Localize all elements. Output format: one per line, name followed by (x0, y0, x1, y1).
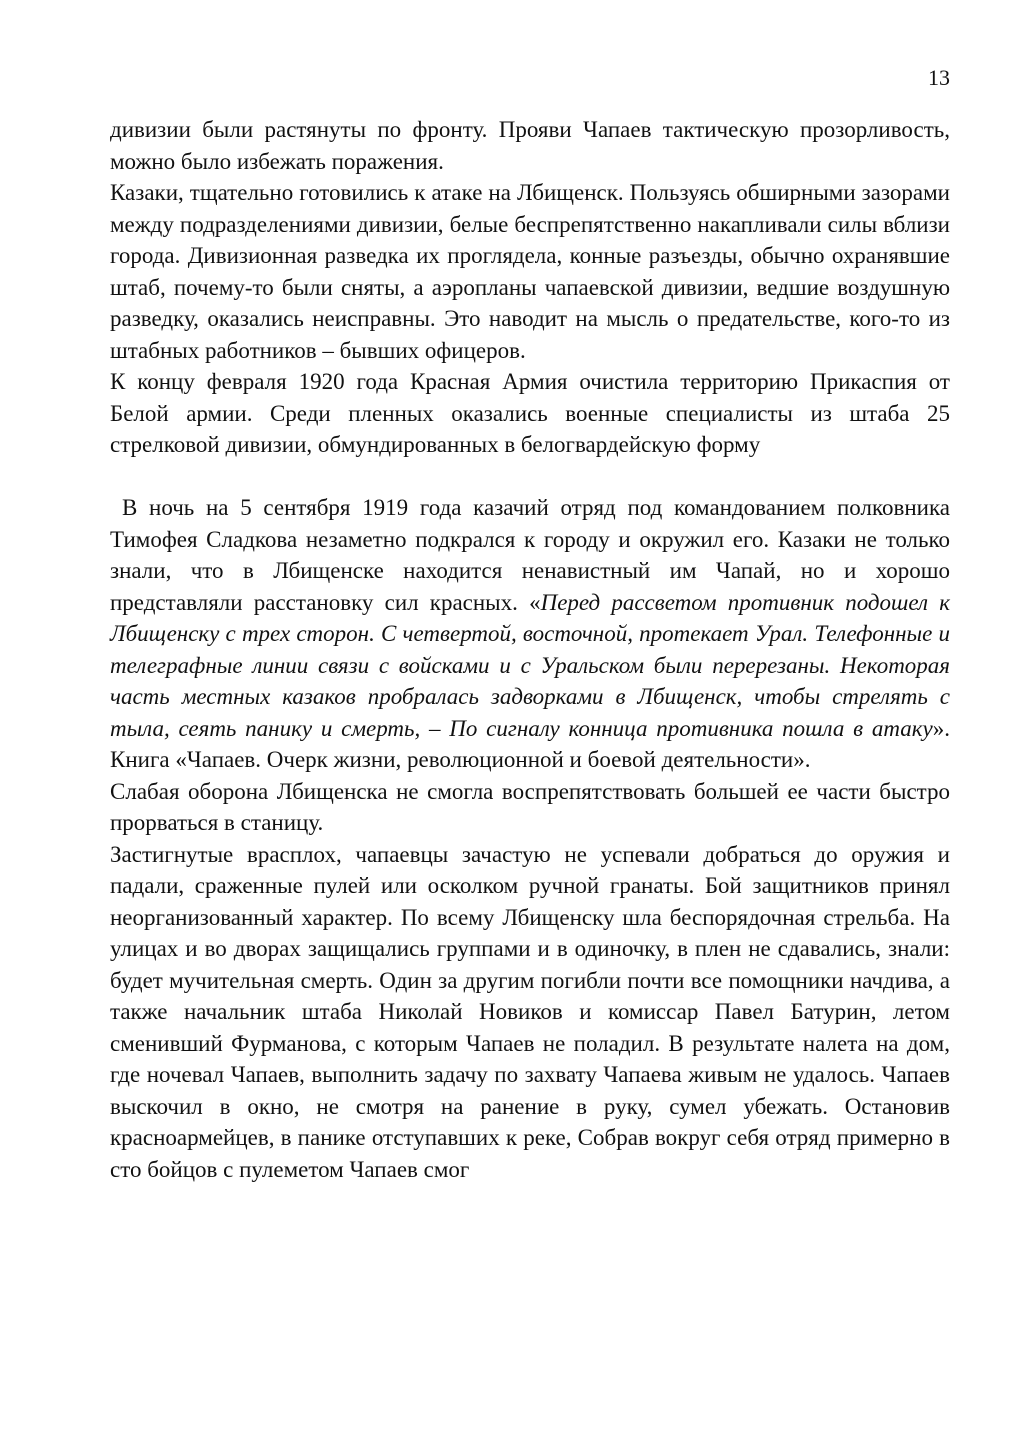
paragraph-weak-defense: Слабая оборона Лбищенска не смогла воспрепятствовать большей ее части быстро прорваться в станицу. (110, 778, 950, 835)
paragraph-battle-description: Застигнутые врасплох, чапаевцы зачастую не успевали добраться до оружия и падали, сраженные пулей или осколком ручной гранаты. Бой защитников принял неорганизованный характер. По всему Лбищенску шла беспорядочная стрельба. На улицах и во дворах защищались группами и в одиночку, в плен не сдавались, знали: будет мучительная смерть. Один за другим погибли почти все помощники начдива, а также начальник штаба Николай Новиков и комиссар Павел Батурин, летом сменивший Фурманова, с которым Чапаев не поладил. В результате налета на дом, где ночевал Чапаев, выполнить задачу по захвату Чапаева живым не удалось. Чапаев выскочил в окно, не смотря на ранение в руку, сумел убежать. Остановив красноармейцев, в панике отступавших к реке, Собрав вокруг себя отряд примерно в сто бойцов с пулеметом Чапаев смог (110, 841, 950, 1182)
document-body (110, 114, 950, 1185)
paragraph-cossacks-preparation: Казаки, тщательно готовились к атаке на Лбищенск. Пользуясь обширными зазорами между подразделениями дивизии, белые беспрепятственно накапливали силы вблизи города. Дивизионная разведка их проглядела, конные разъезды, обычно охранявшие штаб, почему-то были сняты, а аэропланы чапаевской дивизии, ведшие воздушную разведку, оказались неисправны. Это наводит на мысль о предательстве, кого-то из штабных работников – бывших офицеров. (110, 180, 950, 363)
night-attack-source: ». Книга «Чапаев. Очерк жизни, революционной и боевой деятельности». (110, 715, 950, 772)
page-number: 13 (928, 65, 950, 90)
paragraph-red-army-caspian: К концу февраля 1920 года Красная Армия очистила территорию Прикаспия от Белой армии. Среди пленных оказались военные специалисты из штаба 25 стрелковой дивизии, обмундированных в белогвардейскую форму (110, 369, 950, 457)
paragraph-divisions-spread: дивизии были растянуты по фронту. Прояви Чапаев тактическую прозорливость, можно было избежать поражения. (110, 117, 950, 174)
paragraph-night-attack (110, 492, 950, 776)
night-attack-quote: Перед рассветом противник подошел к Лбищенску с трех сторон. С четвертой, восточной, протекает Урал. Телефонные и телеграфные линии связи с войсками и с Уральском были перерезаны. Некоторая часть местных казаков пробралась задворками в Лбищенск, чтобы стрелять с тыла, сеять панику и смерть, – По сигналу конница противника пошла в атаку (110, 589, 950, 741)
paragraph-spacer (110, 461, 950, 493)
night-attack-lead: В ночь на 5 сентября 1919 года казачий отряд под командованием полковника Тимофея Сладкова незаметно подкрался к городу и окружил его. Казаки не только знали, что в Лбищенске находится ненавистный им Чапай, но и хорошо представляли расстановку сил красных. « (110, 495, 950, 615)
